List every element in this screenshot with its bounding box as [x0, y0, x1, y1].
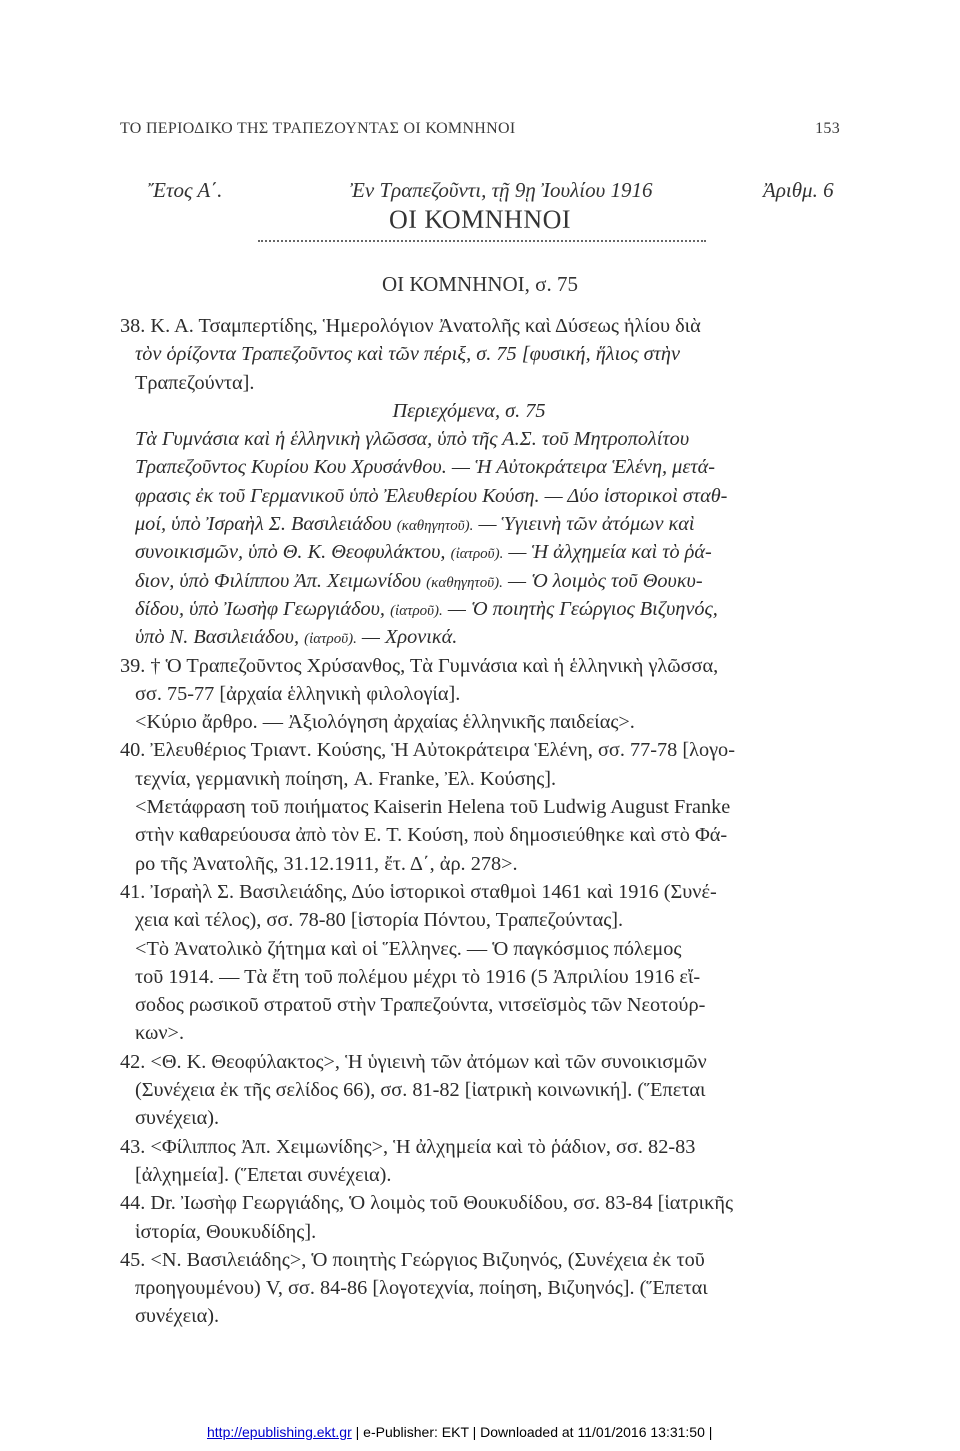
entry-41-line: χεια καὶ τέλος), σσ. 78-80 [ἱστορία Πόντου, Τραπεζούντας]. — [135, 909, 624, 932]
entry-45-line: προηγουμένου) V, σσ. 84-86 [λογοτεχνία, ποίηση, Βιζυηνός]. (Ἕπεται — [135, 1277, 708, 1300]
footer-text: | e-Publisher: EKT | Downloaded at 11/01/2016 13:31:50 | — [351, 1424, 713, 1440]
issue-number: Ἀριθμ. 6 — [763, 178, 834, 202]
entry-42-line: (Συνέχεια ἐκ τῆς σελίδος 66), σσ. 81-82 [ἰατρικὴ κοινωνική]. (Ἕπεται — [135, 1079, 706, 1102]
entry-39-line: <Κύριο ἄρθρο. — Ἀξιολόγηση ἀρχαίας ἑλληνικῆς παιδείας>. — [135, 711, 635, 734]
entry-41-line: κων>. — [135, 1022, 185, 1045]
contents-line — [120, 567, 848, 595]
entry-44-line: 44. Dr. Ἰωσὴφ Γεωργιάδης, Ὁ λοιμὸς τοῦ Θουκυδίδου, σσ. 83-84 [ἱατρικῆς — [120, 1192, 733, 1215]
entry-42-line: συνέχεια). — [135, 1107, 220, 1130]
entry-38-line: 38. Κ. Α. Τσαμπερτίδης, Ἡμερολόγιον Ἀνατολῆς καὶ Δύσεως ἡλίου διὰ — [120, 315, 701, 337]
contents-line: Τὰ Γυμνάσια καὶ ἡ ἑλληνικὴ γλῶσσα, ὑπὸ τῆς Α.Σ. τοῦ Μητροπολίτου — [135, 428, 690, 451]
entry-42-line: 42. <Θ. Κ. Θεοφύλακτος>, Ἡ ὑγιεινὴ τῶν ἀτόμων καὶ τῶν συνοικισμῶν — [120, 1050, 707, 1073]
entry-39-line: σσ. 75-77 [ἀρχαία ἑλληνικὴ φιλολογία]. — [135, 682, 461, 705]
download-footer — [207, 1424, 712, 1440]
page-number: 153 — [815, 120, 840, 137]
entry-39-line: 39. † Ὁ Τραπεζοῦντος Χρύσανθος, Τὰ Γυμνάσια καὶ ἡ ἑλληνικὴ γλῶσσα, — [120, 654, 719, 677]
entry-41-line: σοδος ρωσικοῦ στρατοῦ στὴν Τραπεζούντα, νιτσεϊσμὸς τῶν Νεοτούρ- — [135, 994, 706, 1017]
contents-line — [120, 538, 848, 566]
contents-note: (καθηγητοῦ). — [426, 574, 503, 591]
entry-40-line: ρο τῆς Ἀνατολῆς, 31.12.1911, ἔτ. Δ΄, ἀρ. 278>. — [135, 852, 518, 875]
section-subhead: ΟΙ ΚΟΜΝΗΝΟΙ, σ. 75 — [382, 272, 578, 296]
running-title: ΤΟ ΠΕΡΙΟΔΙΚΟ ΤΗΣ ΤΡΑΠΕΖΟΥΝΤΑΣ ΟΙ ΚΟΜΝΗΝΟΙ — [120, 120, 516, 137]
contents-line: φρασις ἐκ τοῦ Γερμανικοῦ ὑπὸ Ἐλευθερίου Κούση. — Δύο ἱστορικοὶ σταθ- — [135, 484, 728, 507]
contents-text: μοί, ὑπὸ Ἰσραὴλ Σ. Βασιλειάδου — [135, 513, 392, 536]
entry-41-line: <Τὸ Ἀνατολικὸ ζήτημα καὶ οἱ Ἕλληνες. — Ὁ παγκόσμιος πόλεμος — [135, 937, 682, 960]
entry-41-line: τοῦ 1914. — Τὰ ἔτη τοῦ πολέμου μέχρι τὸ 1916 (5 Ἀπριλίου 1916 εἴ- — [135, 965, 701, 988]
contents-text: συνοικισμῶν, ὑπὸ Θ. Κ. Θεοφυλάκτου, — [135, 541, 446, 564]
entry-41-line: 41. Ἰσραὴλ Σ. Βασιλειάδης, Δύο ἱστορικοὶ σταθμοὶ 1461 καὶ 1916 (Συνέ- — [120, 880, 717, 903]
contents-label: Περιεχόμενα, σ. 75 — [392, 399, 546, 422]
contents-line — [120, 510, 848, 538]
contents-note: (ἰατροῦ). — [304, 631, 357, 648]
entry-40-line: <Μετάφραση τοῦ ποιήματος Kaiserin Helena τοῦ Ludwig August Franke — [135, 796, 731, 819]
contents-text: δίδου, ὑπὸ Ἰωσὴφ Γεωργιάδου, — [135, 597, 385, 620]
contents-text: — Ὁ ποιητὴς Γεώργιος Βιζυηνός, — [442, 597, 718, 620]
contents-text: διον, ὑπὸ Φιλίππου Ἀπ. Χειμωνίδου — [135, 569, 422, 592]
contents-line: Τραπεζοῦντος Κυρίου Κου Χρυσάνθου. — Ἡ Αὐτοκράτειρα Ἑλένη, μετά- — [135, 456, 715, 479]
entry-40-line: στὴν καθαρεύουσα ἀπὸ τὸν Ε. Τ. Κούση, ποὺ δημοσιεύθηκε καὶ στὸ Φά- — [135, 824, 728, 847]
journal-title: ΟΙ ΚΟΜΝΗΝΟΙ — [388, 205, 572, 234]
entry-40-line: τεχνία, γερμανικὴ ποίηση, A. Franke, Ἐλ. Κούσης]. — [135, 767, 557, 790]
contents-text: — Ὁ λοιμὸς τοῦ Θουκυ- — [502, 569, 703, 592]
issue-year: Ἔτος Α΄. — [148, 178, 223, 202]
contents-note: (ἰατροῦ). — [450, 546, 504, 563]
entry-43-line: 43. <Φίλιππος Ἀπ. Χειμωνίδης>, Ἡ ἀλχημεία καὶ τὸ ῥάδιον, σσ. 82-83 — [120, 1135, 696, 1158]
contents-text: — Ἡ ἀλχημεία καὶ τὸ ῥά- — [503, 541, 712, 564]
contents-text: — Ὑγιεινὴ τῶν ἀτόμων καὶ — [473, 513, 695, 536]
epublishing-link[interactable]: http://epublishing.ekt.gr — [207, 1424, 352, 1440]
entry-45-line: 45. <Ν. Βασιλειάδης>, Ὁ ποιητὴς Γεώργιος Βιζυηνός, (Συνέχεια ἐκ τοῦ — [120, 1248, 705, 1271]
entry-38-line: Τραπεζούντα]. — [135, 371, 255, 394]
contents-note: (ἰατροῦ). — [390, 602, 443, 619]
contents-note: (καθηγητοῦ). — [396, 518, 474, 535]
entries-body — [120, 312, 848, 1331]
contents-line — [120, 595, 848, 623]
issue-place-date: Ἐν Τραπεζοῦντι, τῇ 9ῃ Ἰουλίου 1916 — [350, 178, 653, 202]
entry-45-line: συνέχεια). — [135, 1305, 220, 1328]
entry-38-line: τὸν ὁρίζοντα Τραπεζοῦντος καὶ τῶν πέριξ, σ. 75 [φυσική, ἥλιος στὴν — [135, 343, 680, 366]
dotted-divider — [258, 240, 706, 242]
contents-line — [120, 623, 848, 651]
entry-40-line: 40. Ἐλευθέριος Τριαντ. Κούσης, Ἡ Αὐτοκράτειρα Ἑλένη, σσ. 77-78 [λογο- — [120, 739, 735, 762]
entry-43-line: [ἀλχημεία]. (Ἕπεται συνέχεια). — [135, 1163, 392, 1186]
entry-44-line: ἱστορία, Θουκυδίδης]. — [135, 1220, 317, 1243]
contents-text: ὑπὸ Ν. Βασιλειάδου, — [135, 626, 300, 649]
contents-text: — Χρονικά. — [356, 626, 458, 649]
